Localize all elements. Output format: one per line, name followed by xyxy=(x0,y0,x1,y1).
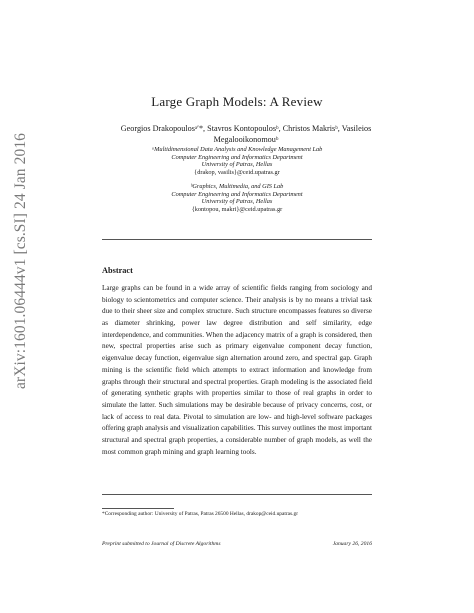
arxiv-identifier: arXiv:1601.06444v1 [cs.SI] 24 Jan 2016 xyxy=(12,132,29,390)
preprint-note: Preprint submitted to Journal of Discrete Algorithms xyxy=(102,541,221,547)
affiliation-line: ᵇGraphics, Multimedia, and GIS Lab xyxy=(190,183,284,190)
affiliation-email: {kontopou, makri}@ceid.upatras.gr xyxy=(191,205,283,213)
affiliation-line: University of Patras, Hellas xyxy=(201,198,273,206)
abstract-top-rule xyxy=(102,239,372,240)
affiliation-line: Computer Engineering and Informatics Department xyxy=(171,153,303,161)
affiliation-line: Computer Engineering and Informatics Department xyxy=(171,190,303,198)
author-list: Georgios Drakopoulosᵃ′*, Stavros Kontopoulosᵇ, Christos Makrisᵇ, Vasileios Megalooikonomouᵇ xyxy=(120,124,372,144)
affiliation-b xyxy=(0,183,474,213)
paper-title: Large Graph Models: A Review xyxy=(151,94,323,109)
affiliation-line: University of Patras, Hellas xyxy=(201,161,273,169)
affiliation-email: {drakop, vasilis}@ceid.upatras.gr xyxy=(194,168,280,176)
submission-date: January 26, 2016 xyxy=(332,541,372,547)
abstract-heading: Abstract xyxy=(102,266,133,275)
corresponding-author-footnote: *Corresponding author: University of Patras, Patras 26500 Hellas, drakop@ceid.upatras.gr xyxy=(102,511,298,517)
abstract-text: Large graphs can be found in a wide array of scientific fields ranging from sociology and biology to scientometrics and computer science. Their analysis is by no means a trivial task due to their sheer size and complex structure. Such structure encompasses features so diverse as diameter shrinking, power law degree distribution and self similarity, edge interdependence, and communities. When the adjacency matrix of a graph is considered, then new, spectral properties arise such as primary eigenvalue component decay function, eigenvalue decay function, eigenvalue sign alternation around zero, and spectral gap. Graph mining is the scientific field which attempts to extract information and knowledge from graphs through their structural and spectral properties. Graph modeling is the associated field of generating synthetic graphs with properties similar to those of real graphs in order to simulate the latter. Such simulations may be desirable because of privacy concerns, cost, or lack of access to real data. Pivotal to simulation are low- and high-level software packages offering graph analysis and visualization capabilities. This survey outlines the most important structural and spectral graph properties, a considerable number of graph models, as well the most common graph mining and graph learning tools. xyxy=(102,284,372,456)
footnote-rule xyxy=(102,508,174,509)
affiliation-line: ᵃMultidimensional Data Analysis and Knowledge Management Lab xyxy=(151,146,323,153)
abstract-bottom-rule xyxy=(102,494,372,495)
affiliation-a xyxy=(0,146,474,176)
